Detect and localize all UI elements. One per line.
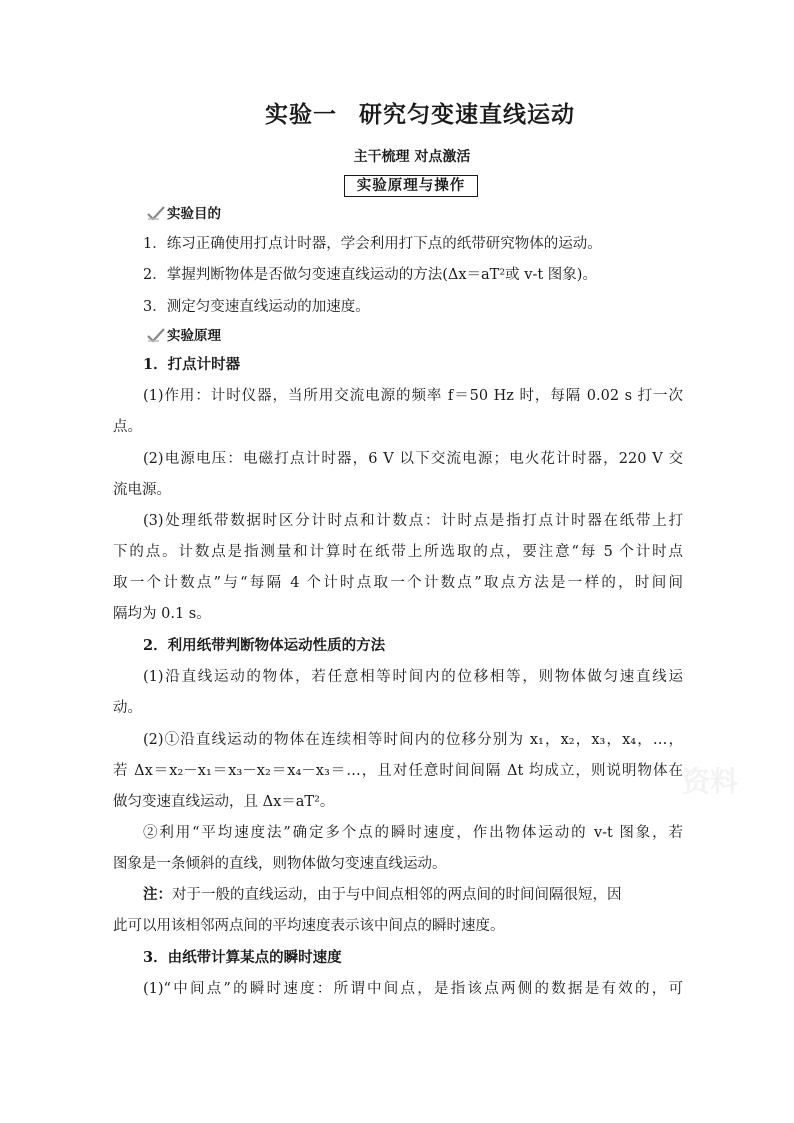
sub2-p3-line2: 图象是一条倾斜的直线，则物体做匀变速直线运动。: [113, 856, 447, 872]
purpose-item-3: 3．测定匀变速直线运动的加速度。: [143, 299, 370, 315]
sub1-p2-line1: (2)电源电压：电磁打点计时器，6 V 以下交流电源；电火花计时器，220 V 交: [143, 451, 683, 467]
sub1-p3-line1: (3)处理纸带数据时区分计时点和计数点：计时点是指打点计时器在纸带上打: [143, 513, 683, 529]
sub1-p3-line3: 取一个计数点”与“每隔 4 个计时点取一个计数点”取点方法是一样的，时间间: [113, 575, 683, 591]
sub1-p1-line2: 点。: [113, 419, 142, 435]
sub3-p1-line1: (1)“中间点”的瞬时速度：所谓中间点，是指该点两侧的数据是有效的，可: [143, 981, 683, 997]
sub2-title: 2．利用纸带判断物体运动性质的方法: [143, 637, 386, 654]
sub2-p1-line1: (1)沿直线运动的物体，若任意相等时间内的位移相等，则物体做匀速直线运: [143, 669, 683, 685]
principle-heading: [147, 326, 221, 346]
sub1-p1-line1: (1)作用：计时仪器，当所用交流电源的频率 f＝50 Hz 时，每隔 0.02 s 打一次: [143, 388, 683, 404]
sub1-p3-line2: 下的点。计数点是指测量和计算时在纸带上所选取的点，要注意“每 5 个计时点: [113, 544, 683, 560]
sub2-p2-line1: (2)①沿直线运动的物体在连续相等时间内的位移分别为 x₁，x₂，x₃，x₄，…，: [143, 732, 683, 748]
sub2-p1-line2: 动。: [113, 700, 142, 716]
sub3-title: 3．由纸带计算某点的瞬时速度: [143, 949, 342, 966]
purpose-heading-label: 实验目的: [167, 206, 221, 222]
note-text: 对于一般的直线运动，由于与中间点相邻的两点间的时间间隔很短，因: [172, 887, 622, 903]
purpose-item-2: 2．掌握判断物体是否做匀变速直线运动的方法(Δx＝aT²或 v-t 图象)。: [143, 267, 597, 283]
purpose-item-1: 1．练习正确使用打点计时器，学会利用打下点的纸带研究物体的运动。: [143, 236, 602, 252]
purpose-heading: [147, 204, 221, 224]
sub2-p2-line3: 做匀变速直线运动，且 Δx＝aT²。: [113, 794, 335, 810]
section-box: 实验原理与操作: [344, 175, 478, 197]
principle-heading-label: 实验原理: [167, 328, 221, 344]
page-title: [0, 96, 794, 129]
page-subtitle: 主干梳理 对点激活: [353, 149, 471, 165]
sub1-title: 1．打点计时器: [143, 356, 241, 373]
check-icon: [147, 327, 165, 343]
sub2-note-line2: 此可以用该相邻两点间的平均速度表示该中间点的瞬时速度。: [113, 918, 505, 934]
sub2-p3-line1: ②利用“平均速度法”确定多个点的瞬时速度，作出物体运动的 v-t 图象，若: [143, 825, 683, 841]
note-label: 注：: [143, 886, 172, 903]
watermark: 资料: [682, 765, 739, 798]
sub1-p3-line4: 隔均为 0.1 s。: [113, 606, 211, 622]
sub1-p2-line2: 流电源。: [113, 482, 171, 498]
check-icon: [147, 205, 165, 221]
sub2-note-line1: [143, 885, 683, 905]
title-part-1: 实验一: [265, 101, 337, 128]
title-part-2: 研究匀变速直线运动: [359, 101, 575, 128]
sub2-p2-line2: 若 Δx＝x₂－x₁＝x₃－x₂＝x₄－x₃＝…，且对任意时间间隔 Δt 均成立，则说明物体在: [113, 763, 683, 779]
